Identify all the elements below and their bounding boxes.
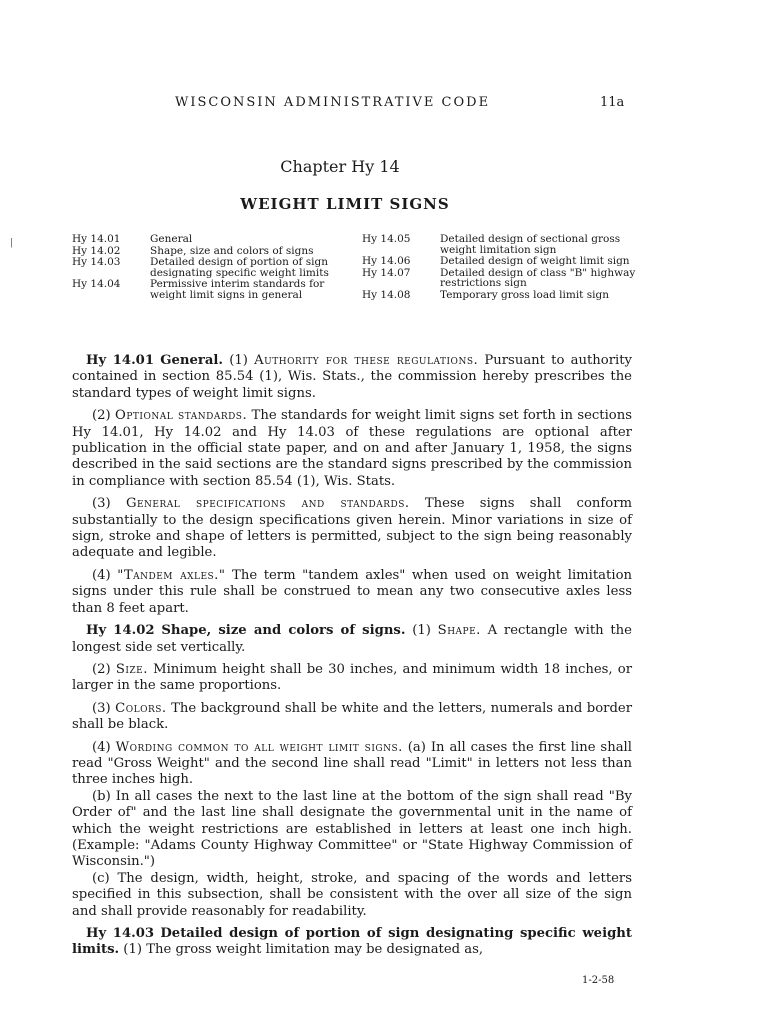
toc-left-column bbox=[72, 234, 347, 301]
page-number: 11a bbox=[600, 95, 625, 110]
paragraph-text: The background shall be white and the letters, numerals and border shall be black. bbox=[72, 700, 633, 733]
paragraph-hy-14-02-2 bbox=[72, 662, 632, 695]
toc-number: Hy 14.08 bbox=[362, 288, 411, 301]
section-number: Hy 14.02 bbox=[86, 623, 155, 639]
toc-text: Detailed design of sectional gross weight limitation sign bbox=[440, 233, 621, 256]
paragraph-text: The gross weight limitation may be designated as, bbox=[146, 942, 484, 958]
subsection-number: (1) bbox=[412, 623, 431, 639]
toc-number: Hy 14.02 bbox=[72, 244, 121, 257]
toc-entry bbox=[72, 279, 347, 300]
subsection-number: (4) bbox=[92, 739, 111, 755]
toc-entry bbox=[362, 290, 637, 301]
paragraph-text: Minimum height shall be 30 inches, and minimum width 18 inches, or larger in the same proportions. bbox=[72, 661, 632, 694]
subsection-number: (2) bbox=[92, 661, 111, 677]
paragraph-hy-14-02-1 bbox=[72, 623, 632, 656]
subsection-caption: Colors. bbox=[115, 700, 167, 716]
toc-text: Shape, size and colors of signs bbox=[150, 244, 314, 257]
toc-number: Hy 14.07 bbox=[362, 266, 411, 279]
paragraph-text: These signs shall conform substantially to the design specifications given herein. Minor variations in size of sign, stroke and shape of letters is permitted, subject to the sign being reasonably adequate and legible. bbox=[72, 496, 633, 561]
toc-right-column bbox=[362, 234, 637, 301]
paragraph-hy-14-03-1 bbox=[72, 926, 632, 959]
section-number: Hy 14.03 bbox=[86, 926, 155, 941]
paragraph-text: Pursuant to authority contained in section 85.54 (1), Wis. Stats., the commission hereby prescribes the standard types of weight limit signs. bbox=[72, 353, 632, 401]
toc-entry bbox=[72, 257, 347, 278]
paragraph-hy-14-02-3 bbox=[72, 701, 632, 734]
toc-number: Hy 14.01 bbox=[72, 233, 121, 245]
subsection-number: (1) bbox=[123, 942, 142, 958]
paragraph-hy-14-02-4c: (c) The design, width, height, stroke, and spacing of the words and letters specified in this subsection, shall be consistent with the over all size of the sign and shall provide reasonably for readability. bbox=[72, 870, 632, 919]
section-heading: Detailed design of portion of sign designating specific weight limits. bbox=[72, 926, 632, 958]
paragraph-text: (a) In all cases the first line shall read "Gross Weight" and the second line shall read "Limit" in letters not less than three inches high. bbox=[72, 739, 632, 788]
code-title: WISCONSIN ADMINISTRATIVE CODE bbox=[175, 95, 491, 110]
subsection-caption: General specifications and standards. bbox=[125, 496, 410, 512]
subsection-number: (1) bbox=[229, 353, 248, 368]
subsection-caption: "Tandem axles." bbox=[117, 567, 226, 583]
subsection-caption: Wording common to all weight limit signs. bbox=[115, 739, 403, 755]
toc-number: Hy 14.03 bbox=[72, 256, 121, 268]
subsection-number: (2) bbox=[92, 408, 111, 424]
toc-text: Permissive interim standards for weight limit signs in general bbox=[150, 278, 325, 301]
paragraph-hy-14-01-4 bbox=[72, 568, 632, 617]
toc-text: Detailed design of portion of sign designating specific weight limits bbox=[150, 256, 329, 279]
toc-entry bbox=[362, 256, 637, 267]
section-heading: Shape, size and colors of signs. bbox=[161, 623, 406, 639]
margin-mark: | bbox=[10, 238, 14, 248]
section-heading: General. bbox=[160, 353, 223, 368]
running-header bbox=[175, 95, 770, 110]
toc-entry bbox=[72, 246, 347, 257]
subsection-caption: Optional standards. bbox=[115, 408, 248, 424]
toc-text: General bbox=[150, 233, 193, 245]
subsection-caption: Shape. bbox=[437, 623, 481, 639]
paragraph-hy-14-02-4a bbox=[72, 740, 632, 789]
section-number: Hy 14.01 bbox=[86, 353, 155, 368]
paragraph-hy-14-01-2 bbox=[72, 408, 632, 490]
paragraph-hy-14-01-3 bbox=[72, 496, 632, 562]
toc-entry bbox=[72, 234, 347, 245]
toc-entry bbox=[362, 234, 637, 255]
subsection-number: (3) bbox=[92, 496, 111, 512]
subsection-number: (4) bbox=[92, 567, 111, 583]
toc-text: Detailed design of weight limit sign bbox=[440, 255, 630, 267]
toc-text: Detailed design of class "B" highway restrictions sign bbox=[440, 266, 636, 289]
paragraph-text: The term "tandem axles" when used on weight limitation signs under this rule shall be construed to mean any two consecutive axles less than 8 feet apart. bbox=[72, 567, 632, 616]
subsection-caption: Size. bbox=[115, 661, 148, 677]
toc-text: Temporary gross load limit sign bbox=[440, 288, 609, 301]
paragraph-hy-14-01-1 bbox=[72, 353, 632, 402]
toc-entry bbox=[362, 268, 637, 289]
chapter-heading: Chapter Hy 14 bbox=[280, 157, 400, 176]
subsection-caption: Authority for these regulations. bbox=[254, 353, 479, 368]
toc-number: Hy 14.05 bbox=[362, 233, 411, 245]
toc-number: Hy 14.06 bbox=[362, 255, 411, 267]
chapter-title: WEIGHT LIMIT SIGNS bbox=[240, 195, 450, 213]
toc-number: Hy 14.04 bbox=[72, 278, 121, 290]
paragraph-hy-14-02-4b: (b) In all cases the next to the last line at the bottom of the sign shall read "By Order of" and the last line shall designate the governmental unit in the name of which the weight restrictions are established in letters at least one inch high. (Example: "Adams County Highway Committee" or "State Highway Commission of Wisconsin.") bbox=[72, 788, 632, 870]
paragraph-text: A rectangle with the longest side set vertically. bbox=[72, 623, 632, 655]
register-code: 1-2-58 bbox=[582, 975, 615, 986]
paragraph-text: The standards for weight limit signs set forth in sections Hy 14.01, Hy 14.02 and Hy 14.03 of these regulations are optional after publication in the official state paper, and on and after January 1, 1958, the signs described in the said sections are the standard signs prescribed by the commission in compliance with section 85.54 (1), Wis. Stats. bbox=[72, 408, 632, 489]
subsection-number: (3) bbox=[92, 700, 111, 716]
document-body bbox=[72, 353, 632, 965]
